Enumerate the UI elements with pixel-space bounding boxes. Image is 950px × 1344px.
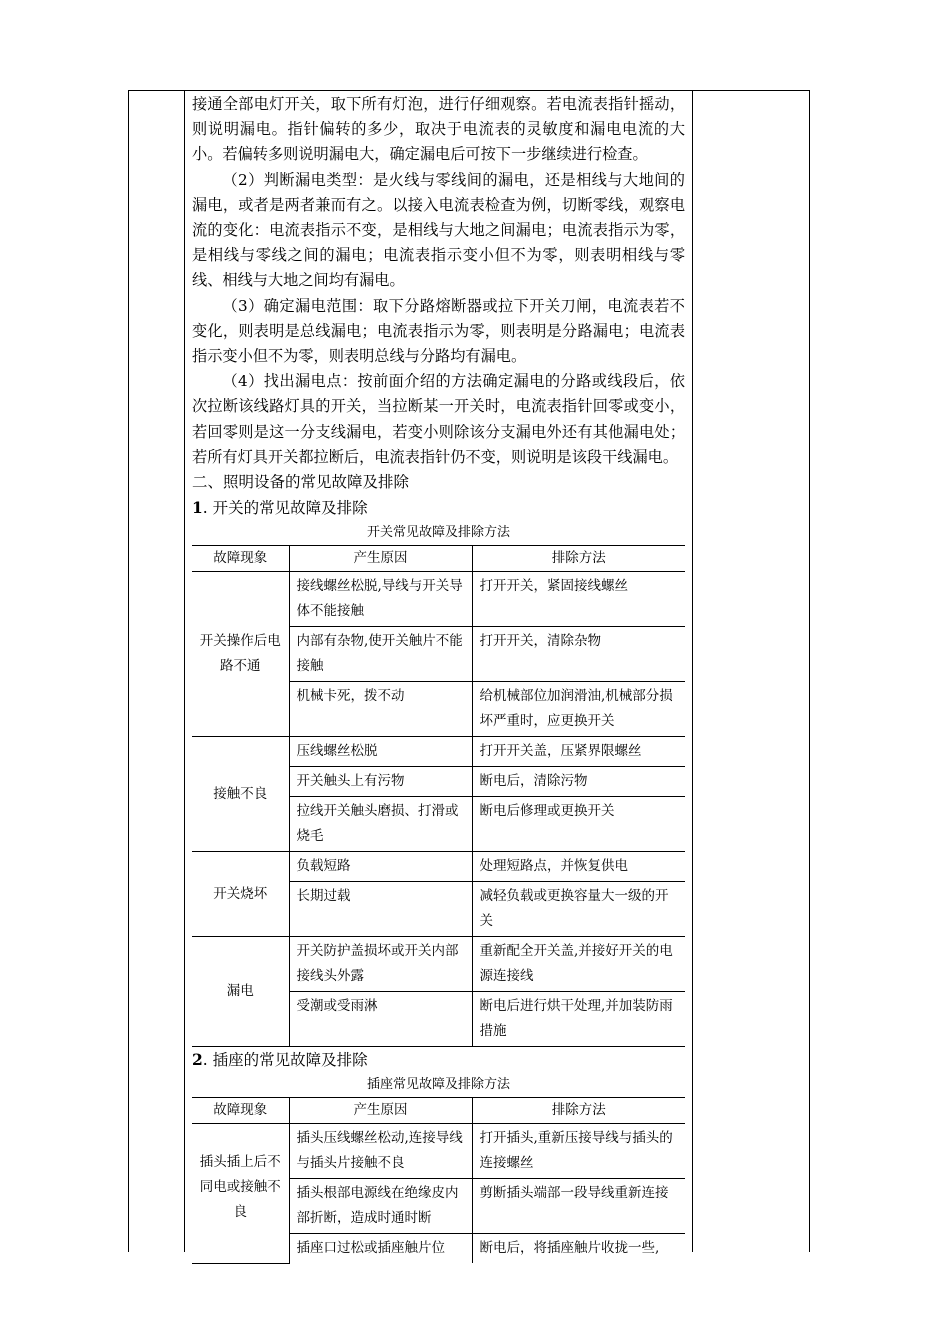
fault-cause: 开关触头上有污物	[289, 767, 472, 797]
table-header: 故障现象	[192, 1098, 289, 1124]
fault-cause: 压线螺丝松脱	[289, 737, 472, 767]
paragraph-1: 接通全部电灯开关，取下所有灯泡，进行仔细观察。若电流表指针摇动，则说明漏电。指针偏转的多少，取决于电流表的灵敏度和漏电电流的大小。若偏转多则说明漏电大，确定漏电后可按下一步继续进行检查。	[192, 95, 685, 164]
subsection-1-title: . 开关的常见故障及排除	[202, 499, 368, 518]
fault-phenomenon: 插头插上后不同电或接触不良	[192, 1124, 289, 1264]
table-row	[192, 737, 685, 767]
fault-cause: 接线螺丝松脱,导线与开关导体不能接触	[289, 572, 472, 627]
fault-remedy: 处理短路点，并恢复供电	[472, 852, 685, 882]
fault-cause: 拉线开关触头磨损、打滑或烧毛	[289, 797, 472, 852]
fault-remedy: 剪断插头端部一段导线重新连接	[472, 1179, 685, 1234]
fault-cause: 插头根部电源线在绝缘皮内部折断，造成时通时断	[289, 1179, 472, 1234]
fault-remedy: 重新配全开关盖,并接好开关的电源连接线	[472, 937, 685, 992]
paragraph-2: （2）判断漏电类型：是火线与零线间的漏电，还是相线与大地间的漏电，或者是两者兼而有之。以接入电流表检查为例，切断零线，观察电流的变化：电流表指示不变，是相线与大地之间漏电；电流表指示为零，是相线与零线之间的漏电；电流表指示变小但不为零，则表明相线与零线、相线与大地之间均有漏电。	[192, 170, 685, 290]
subsection-1-heading	[192, 495, 685, 521]
table-row	[192, 937, 685, 992]
switch-fault-table	[192, 545, 685, 1047]
fault-remedy: 减轻负载或更换容量大一级的开关	[472, 882, 685, 937]
table-row	[192, 1124, 685, 1179]
subsection-1-number: 1	[192, 498, 203, 518]
fault-phenomenon: 漏电	[192, 937, 289, 1047]
table-2-caption: 插座常见故障及排除方法	[366, 1077, 510, 1093]
fault-cause: 长期过载	[289, 882, 472, 937]
fault-remedy: 断电后修理或更换开关	[472, 797, 685, 852]
fault-phenomenon: 开关操作后电路不通	[192, 572, 289, 737]
fault-remedy: 打开开关盖，压紧界限螺丝	[472, 737, 685, 767]
table-row	[192, 572, 685, 627]
table-1-caption: 开关常见故障及排除方法	[366, 525, 510, 541]
table-header: 产生原因	[289, 546, 472, 572]
fault-remedy: 断电后，将插座触片收拢一些,	[479, 1240, 660, 1257]
fault-phenomenon: 接触不良	[192, 737, 289, 852]
fault-remedy: 断电后进行烘干处理,并加装防雨措施	[479, 998, 673, 1040]
paragraph-3: （3）确定漏电范围：取下分路熔断器或拉下开关刀闸，电流表若不变化，则表明是总线漏电；电流表指示为零，则表明是分路漏电；电流表指示变小但不为零，则表明总线与分路均有漏电。	[192, 296, 685, 366]
table-row	[192, 852, 685, 882]
socket-fault-table	[192, 1097, 685, 1264]
subsection-2-title: . 插座的常见故障及排除	[202, 1051, 368, 1070]
fault-cause: 负载短路	[289, 852, 472, 882]
fault-remedy: 打开插头,重新压接导线与插头的连接螺丝	[472, 1124, 685, 1179]
table-header: 排除方法	[472, 1098, 685, 1124]
fault-remedy: 给机械部位加润滑油,机械部分损坏严重时，应更换开关	[472, 682, 685, 737]
fault-cause: 受潮或受雨淋	[289, 992, 472, 1047]
subsection-2-heading	[192, 1047, 685, 1073]
fault-remedy: 打开开关，紧固接线螺丝	[472, 572, 685, 627]
fault-cause: 插座口过松或插座触片位	[289, 1234, 472, 1264]
table-header: 排除方法	[472, 546, 685, 572]
column-divider-right	[692, 91, 693, 1252]
fault-cause: 机械卡死，拨不动	[289, 682, 472, 737]
table-header: 故障现象	[192, 546, 289, 572]
fault-cause: 内部有杂物,使开关触片不能接触	[289, 627, 472, 682]
table-header: 产生原因	[289, 1098, 472, 1124]
fault-remedy: 断电后，清除污物	[472, 767, 685, 797]
section-heading: 二、照明设备的常见故障及排除	[192, 473, 410, 492]
fault-cause: 插头压线螺丝松动,连接导线与插头片接触不良	[289, 1124, 472, 1179]
fault-remedy: 打开开关，清除杂物	[472, 627, 685, 682]
subsection-2-number: 2	[192, 1050, 203, 1070]
column-divider-left	[184, 91, 185, 1252]
main-content	[192, 92, 685, 1264]
paragraph-4: （4）找出漏电点：按前面介绍的方法确定漏电的分路或线段后，依次拉断该线路灯具的开关，当拉断某一开关时，电流表指针回零或变小，若回零则是这一分支线漏电，若变小则除该分支漏电外还有其他漏电处；若所有灯具开关都拉断后，电流表指针仍不变，则说明是该段干线漏电。	[192, 372, 685, 466]
fault-phenomenon: 开关烧坏	[192, 852, 289, 937]
fault-cause: 开关防护盖损坏或开关内部接线头外露	[289, 937, 472, 992]
